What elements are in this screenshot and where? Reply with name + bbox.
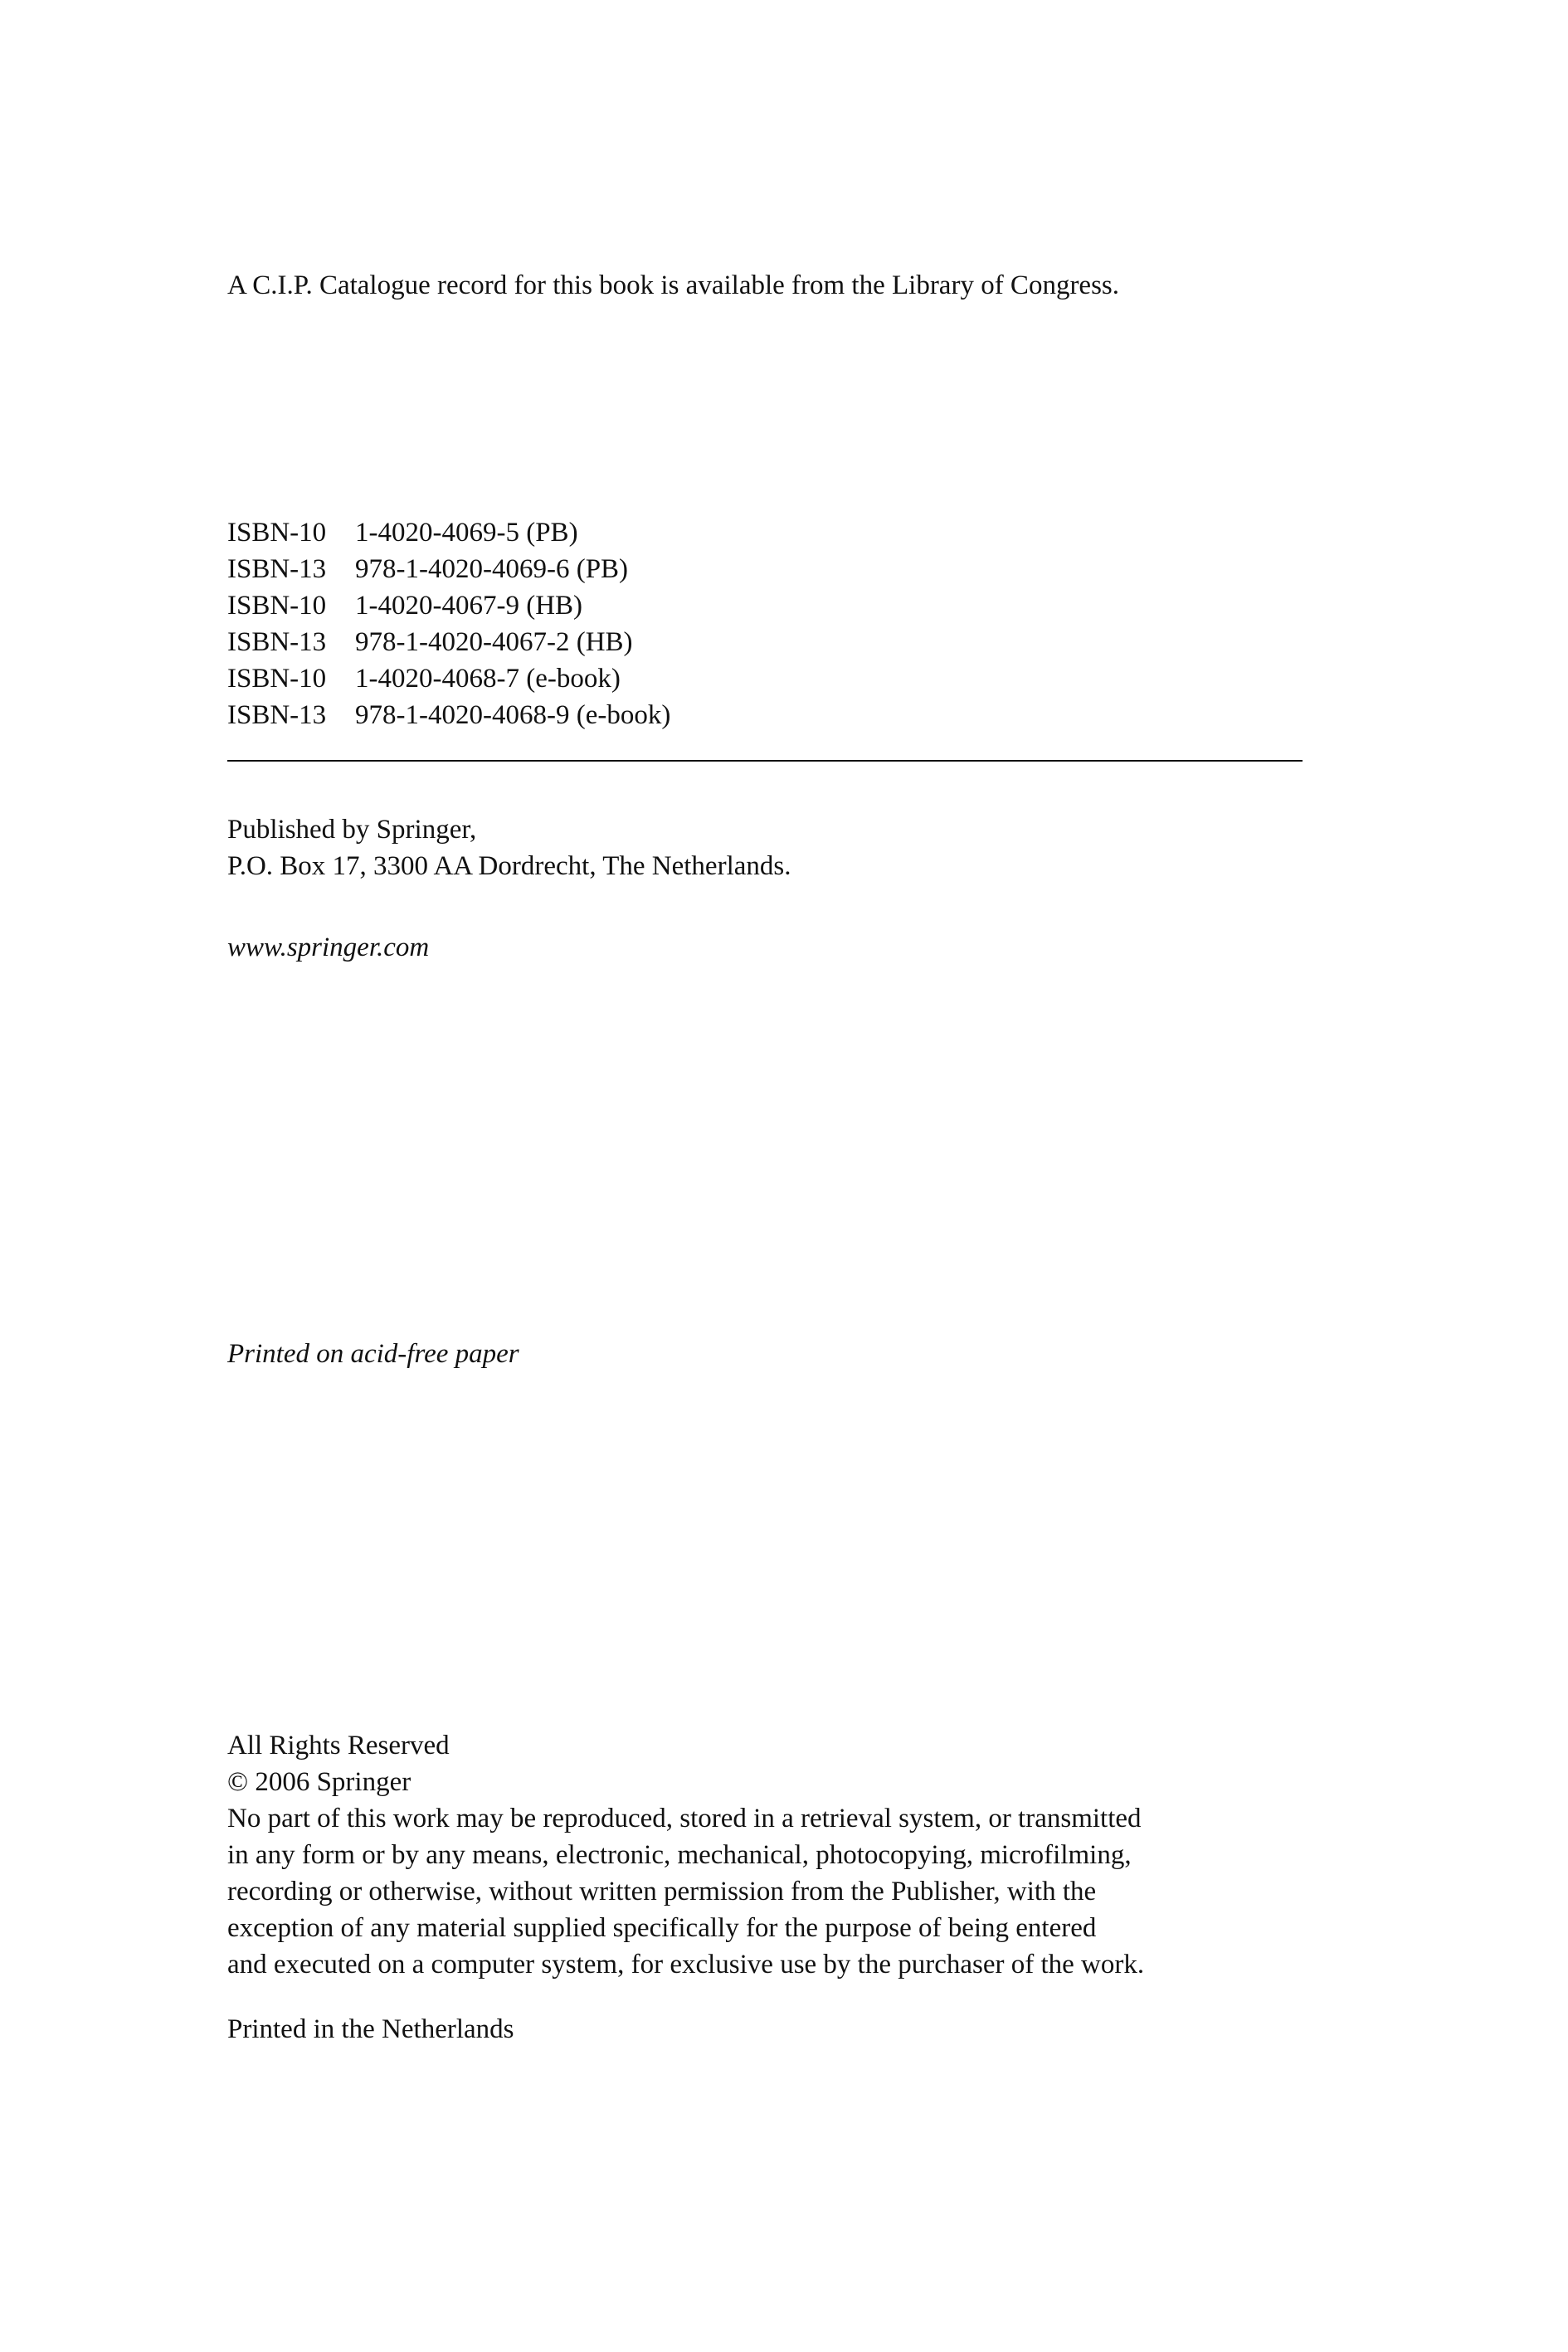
cip-statement: A C.I.P. Catalogue record for this book is available from the Library of Congress. [227,270,1120,300]
isbn-list [227,514,670,733]
rights-header [227,1727,450,1800]
paper-note: Printed on acid-free paper [227,1339,519,1369]
notice-line: No part of this work may be reproduced, stored in a retrieval system, or transmitted [227,1804,1142,1833]
publisher-website: www.springer.com [227,933,430,962]
isbn-value: 1-4020-4069-5 (PB) [355,518,578,548]
isbn-value: 978-1-4020-4067-2 (HB) [355,627,633,657]
notice-line: in any form or by any means, electronic, mechanical, photocopying, microfilming, [227,1840,1132,1870]
isbn-label: ISBN-10 [227,518,327,548]
notice-line: and executed on a computer system, for exclusive use by the purchaser of the work. [227,1950,1145,1979]
isbn-entry [227,587,670,624]
notice-line: exception of any material supplied specifically for the purpose of being entered [227,1913,1097,1943]
isbn-entry [227,514,670,551]
isbn-value: 978-1-4020-4069-6 (PB) [355,554,629,584]
isbn-label: ISBN-10 [227,591,327,621]
publisher-name: Published by Springer, [227,815,477,845]
notice-line: recording or otherwise, without written permission from the Publisher, with the [227,1877,1097,1906]
isbn-label: ISBN-13 [227,700,327,730]
publisher-address: P.O. Box 17, 3300 AA Dordrecht, The Netherlands. [227,851,791,881]
isbn-entry [227,660,670,697]
isbn-value: 978-1-4020-4068-9 (e-book) [355,700,671,730]
isbn-label: ISBN-13 [227,554,327,584]
isbn-entry [227,624,670,660]
isbn-label: ISBN-13 [227,627,327,657]
copyright-line: © 2006 Springer [227,1767,411,1797]
publisher-info [227,811,791,884]
horizontal-divider [227,760,1303,762]
isbn-label: ISBN-10 [227,664,327,694]
printed-in: Printed in the Netherlands [227,2014,514,2044]
isbn-entry [227,697,670,733]
isbn-value: 1-4020-4068-7 (e-book) [355,664,621,694]
isbn-value: 1-4020-4067-9 (HB) [355,591,583,621]
rights-reserved: All Rights Reserved [227,1731,450,1760]
rights-notice [227,1800,1144,1983]
isbn-entry [227,551,670,587]
